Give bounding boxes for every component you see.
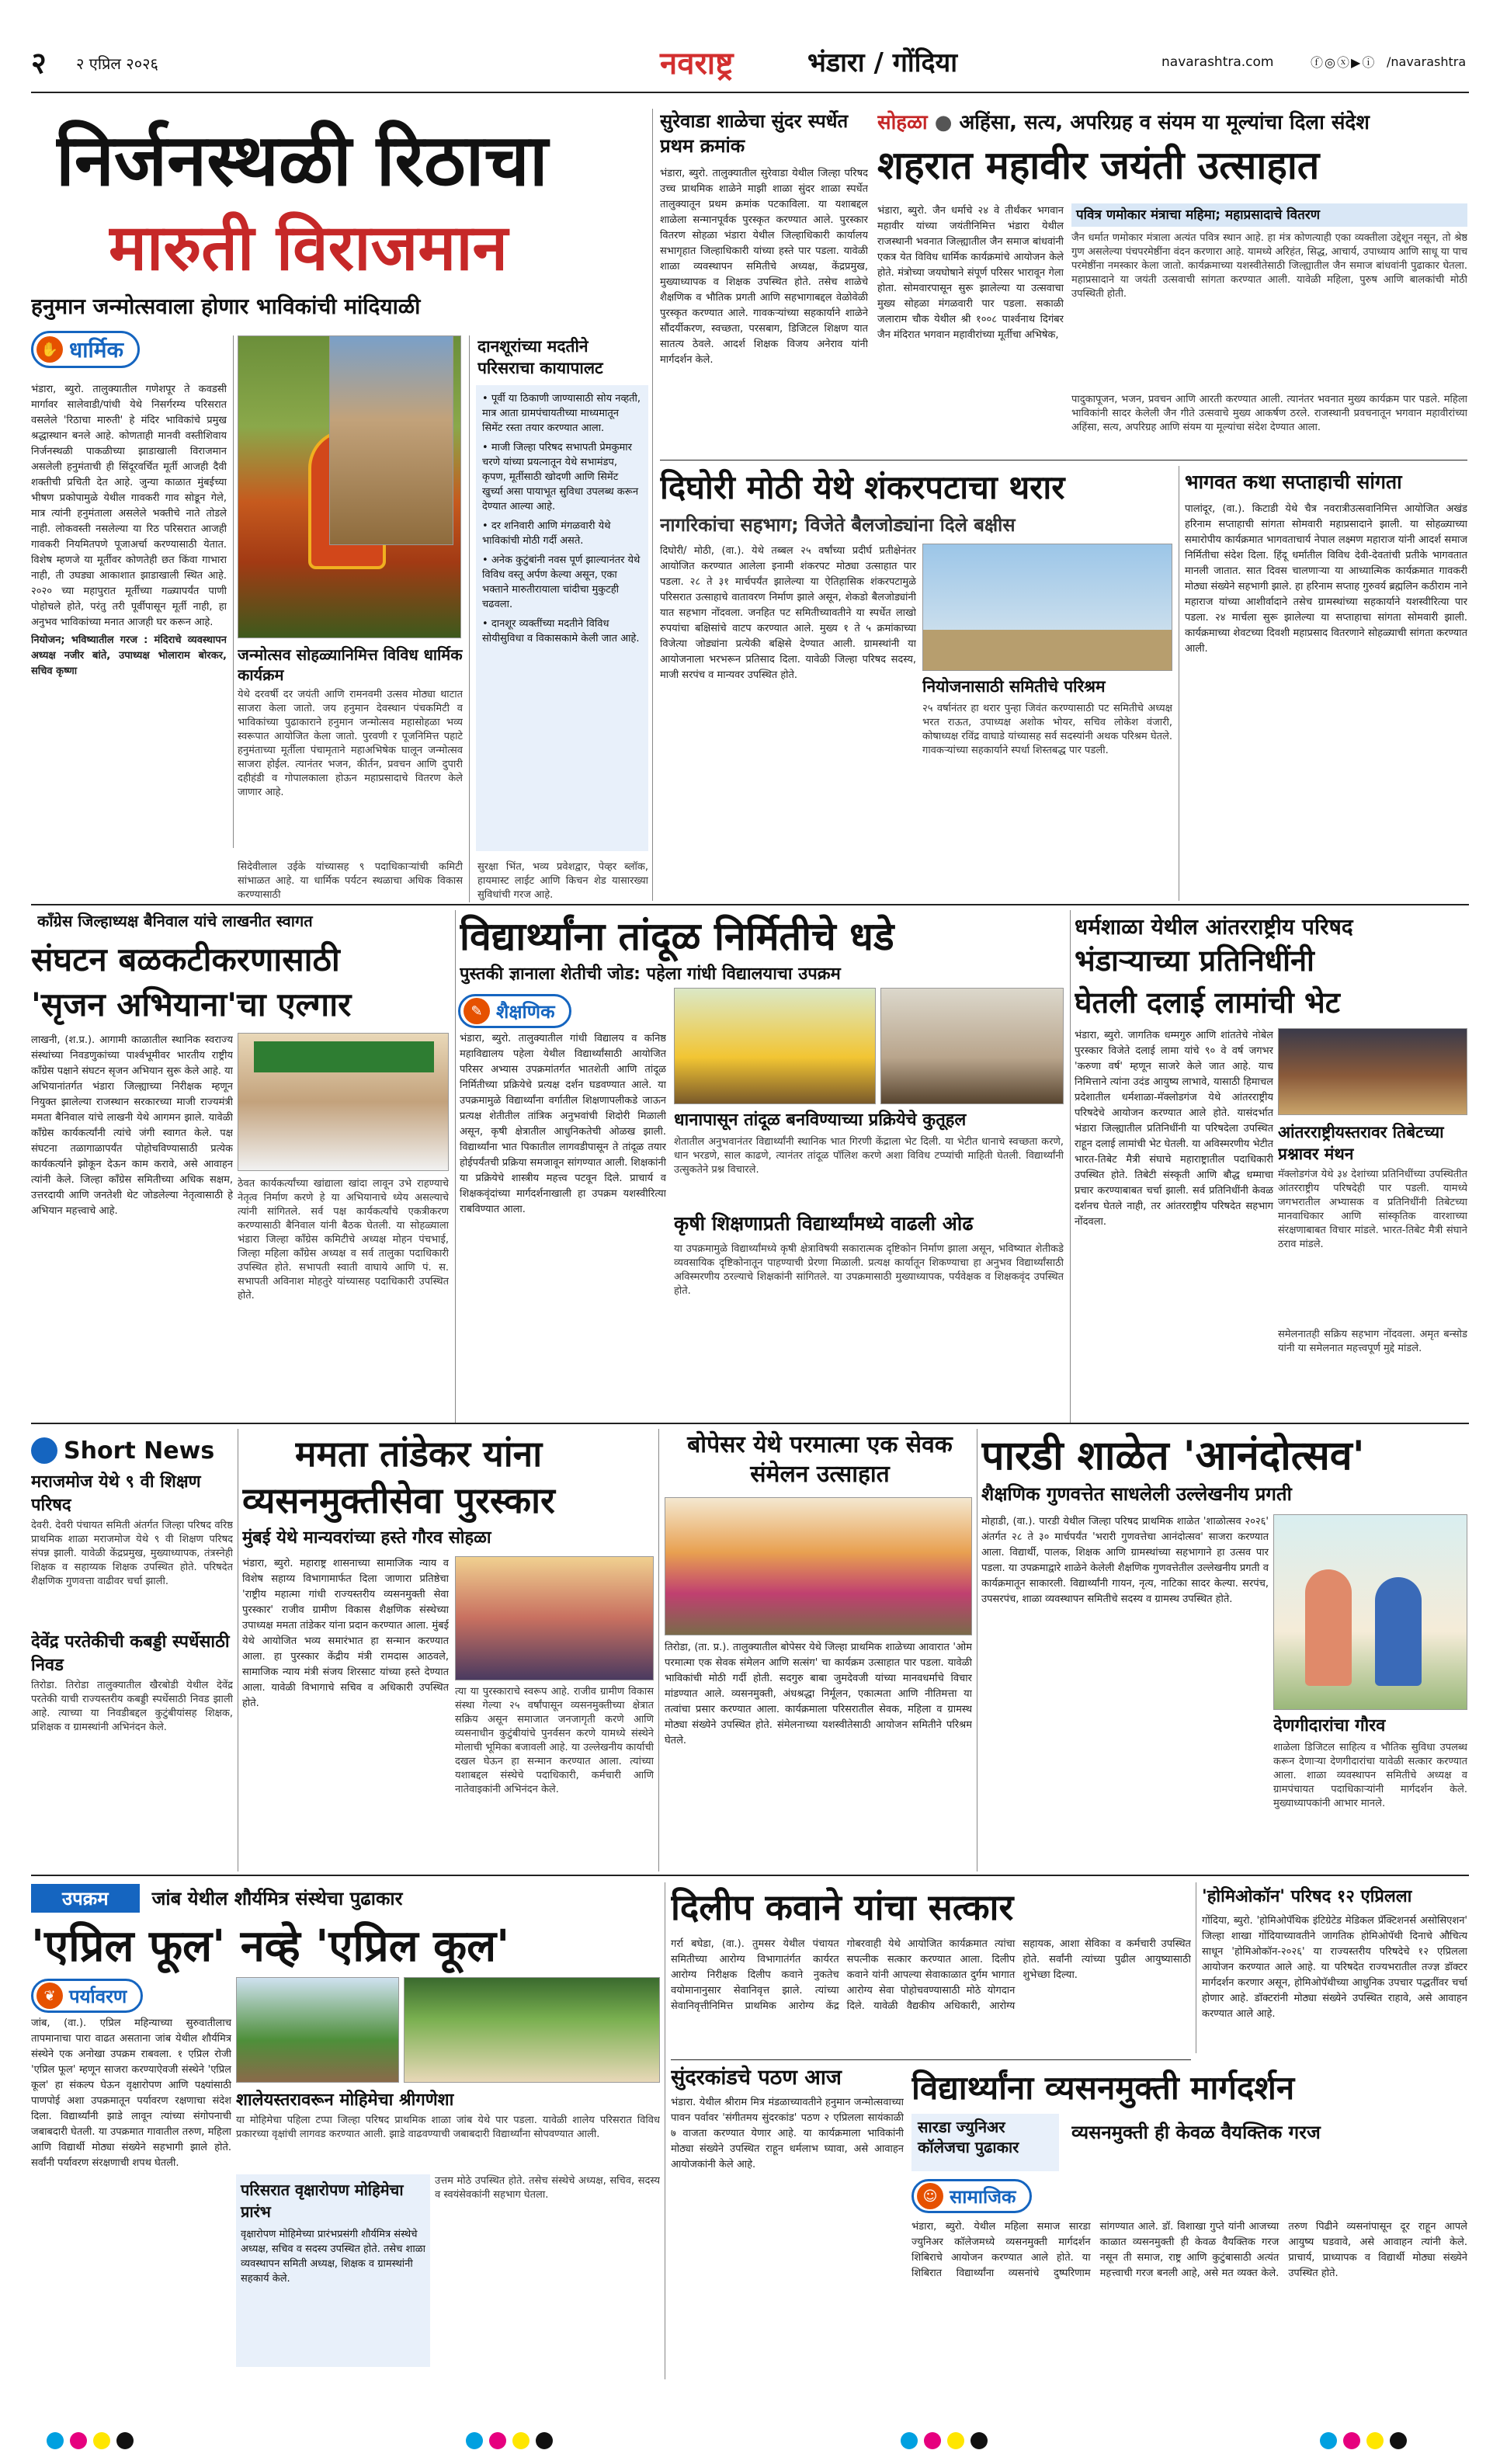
dighori-body: दिघोरी/ मोठी, (वा.). येथे तब्बल २५ वर्षांच्या प्रदीर्घ प्रतीक्षेनंतर आयोजित करण्यात आलेला इनामी शंकरपट मोठ्या उत्साहात पार पडला. २८ ते ३१ मार्चपर्यंत झालेल्या या ऐतिहासिक शंकरपटामुळे परिसरात उत्साहाचे वातावरण निर्माण झाले असून, शेकडो बैलजोड्यांनी यात सहभाग नोंदवला. जनहित पट समितीच्यावतीने या स्पर्धेत लाखो रुपयांचा बक्षिसांचे वाटप करण्यात आले. मुख्य १ ते ५ क्रमांकाच्या विजेत्या जोड्यांना प्रत्येकी बक्षिसे देण्यात आली. ग्रामस्थांनी या आयोजनाला भरभरून प्रतिसाद दिला. यावेळी जिल्हा परिषद सदस्य, माजी सरपंच व मान्यवर उपस्थित होते. [660,545,916,681]
congress-photo-cap: ठेवत कार्यकर्त्यांच्या खांद्याला खांदा लावून उभे राहण्याचे नेतृत्व निर्माण करणे हे या अभियानाचे ध्येय असल्याचे त्यांनी सांगितले. सर्व पक्ष कार्यकर्त्यांचे एकत्रीकरण करण्यासाठी बैनिवाल यांनी बैठक घेतली. या सोहळ्याला भंडारा जिल्हा कॉंग्रेस कमिटीचे अध्यक्ष मोहन पंचभाई, जिल्हा महिला कॉंग्रेस अध्यक्ष व सर्व तालुका पदाधिकारी उपस्थित होते. सभापती स्वाती वाघाये आणि पं. स. सभापती अविनाश मोहतुरे यांच्यासह पदाधिकारी उपस्थित होते. [238,1178,449,1302]
dalai-title-line1: भंडाऱ्याच्या प्रतिनिधींनी [1075,944,1314,978]
daan-list [476,385,648,851]
dighori-title: दिघोरी मोठी येथे शंकरपटाचा थरार [660,468,1065,506]
vyasan-kicker-box: सारडा ज्युनिअर कॉलेजचा पुढाकार [911,2114,1059,2171]
april-kicker: उपक्रम जांब येथील शौर्यमित्र संस्थेचा पुढाकार [31,1882,652,1913]
category-badge-religious: ✋ धार्मिक [31,331,140,368]
mamta-subtitle: मुंबई येथे मान्यवरांच्या हस्ते गौरव सोहळा [242,1528,491,1548]
people-icon: ☺ [917,2183,943,2209]
section-rule [31,904,1469,905]
daan-bullet: • पूर्वी या ठिकाणी जाण्यासाठी सोय नव्हती, मात्र आता ग्रामपंचायतीच्या माध्यमातून सिमेंट रस्ता तयार करण्यात आला. [482,393,641,434]
rice-sub-title: कृषी शिक्षणाप्रती विद्यार्थ्यांमध्ये वाढली ओढ [674,1212,974,1235]
mahavir-kicker: सोहळा ● अहिंसा, सत्य, अपरिग्रह व संयम या मूल्यांचा दिला संदेश [877,111,1370,134]
dighori-photo [922,544,1172,671]
pencil-icon: ✎ [464,998,490,1024]
rice-body: भंडारा, ब्युरो. तालुक्यातील गांधी विद्यालय व कनिष्ठ महाविद्यालय पहेला येथील विद्यार्थ्यांसाठी आयोजित परिसर अभ्यास उपक्रमांतर्गत भातशेती आणि तांदूळ निर्मितीच्या प्रक्रियेचे प्रत्यक्ष दर्शन घडवण्यात आले. या उपक्रमामुळे विद्यार्थ्यांना वर्गातील शिक्षणापलीकडे जाऊन प्रत्यक्ष शेतीतील तांत्रिक अनुभवांची शिदोरी मिळाली असून, कृषी क्षेत्रातील आधुनिकतेची ओळख झाली. विद्यार्थ्यांना भात पिकातील लागवडीपासून ते तांदूळ तयार होईपर्यंतची प्रक्रिया समजावून सांगण्यात आली. शिक्षकांनी या प्रक्रियेचे शास्त्रीय महत्त्व पटवून दिले. प्राचार्य व शिक्षकवृंदांच्या मार्गदर्शनाखाली हा उपक्रम यशस्वीरित्या राबविण्यात आला. [460,1033,666,1215]
instagram-icon[interactable]: ◎ [1325,55,1337,70]
pardi-illustration [1273,1514,1467,1710]
mahavir-box-body: जैन धर्मात णमोकार मंत्राला अत्यंत पवित्र स्थान आहे. हा मंत्र कोणत्याही एका व्यक्तीला उद्देशून नसून, तो श्रेष्ठ गुण असलेल्या पंचपरमेष्ठींना वंदन करणारा आहे. यामध्ये अरिहंत, सिद्ध, आचार्य, उपाध्याय आणि साधू या पाच परमेष्ठींना नमस्कार केला जातो. कार्यक्रमाच्या यशस्वीतेसाठी जिल्ह्यातील जैन समाज बांधवांनी पुढाकार घेतला. महाप्रसादाने या जयंती उत्सवाची सांगता करण्यात आली. यावेळी महिला, पुरुष आणि बालकांची मोठी उपस्थिती होती. [1071,232,1467,300]
student-figure [1375,1577,1422,1686]
lead-body: भंडारा, ब्युरो. तालुक्यातील गणेशपूर ते कवडसी मार्गावर सालेवाडी/पांधी येथे निसर्गरम्य परिसरात वसलेले 'रिठाचा मारुती' हे मंदिर भाविकांचे प्रमुख श्रद्धास्थान बनले आहे. कोणताही मानवी वस्तीशिवाय निर्जनस्थळी पाकळीच्या झाडाखाली विराजमान असलेली हनुमंताची ही सिंदूरवर्चित मूर्ती आजही दैवी शक्तीची प्रचिती देत आहे. जुन्या काळात मुंबईच्या भीषण प्रकोपामुळे येथील गावकरी गाव सोडून गेले, मात्र त्यांनी हनुमंताला असलेले भक्तीचे नाते तोडले नाही. लोकवस्ती नसलेल्या या रिठ परिसरात आजही गावकरी नियमितपणे पूजाअर्चा करण्यासाठी येतात. विशेष म्हणजे या मूर्तीवर कोणतेही छत किंवा गाभारा नाही, ती उघड्या आकाशात झाडाखाली स्थित आहे. २०२० च्या महापुरात मूर्तीच्या गळ्यापर्यंत पाणी पोहोचले होते, परंतु तरी पूर्वीपासून मूर्ती नाही, हा अनुभव भाविकांच्या मनात आजही घर करून आहे. नियोजन; भविष्यातील गरज : मंदिराचे व्यवस्थापन अध्यक्ष नजीर बांते, उपाध्यक्ष भोलाराम बोरकर, सचिव कृष्णा [31,384,227,677]
category-badge-social: ☺ सामाजिक [911,2179,1032,2213]
congress-kicker: काँग्रेस जिल्हाध्यक्ष बैनिवाल यांचे लाखनीत स्वागत [37,912,313,930]
dalai-title-line2: घेतली दलाई लामांची भेट [1075,985,1340,1020]
rice-photo-field [880,988,1064,1104]
lead-subtitle: हनुमान जन्मोत्सवाला होणार भाविकांची मांदियाळी [31,294,421,319]
lead-bottom-text: सिदेवीलाल उईके यांच्यासह ९ पदाधिकाऱ्यांची कमिटी सांभाळत आहे. या धार्मिक पर्यटन स्थळाचा अधिक विकास करण्यासाठी [238,861,463,899]
section-rule [671,2059,1191,2060]
dighori-photo-title: नियोजनासाठी समितीचे परिश्रम [922,677,1106,696]
x-icon[interactable]: ⓧ [1336,55,1351,70]
surewada-body: भंडारा, ब्युरो. तालुक्यातील सुरेवाडा येथील जिल्हा परिषद उच्च प्राथमिक शाळेने माझी शाळा सुंदर शाळा स्पर्धेत तालुक्यातून प्रथम क्रमांक पटकाविला. या यशाबद्दल शाळेला सन्मानपूर्वक पुरस्कृत करण्यात आले. पुरस्कार वितरण सोहळा भंडारा येथील जिल्हाधिकारी कार्यालय सभागृहात जिल्हाधिकारी यांच्या हस्ते पार पडला. यावेळी शाळा व्यवस्थापन समितीचे अध्यक्ष, केंद्रप्रमुख, मुख्याध्यापक व शिक्षक उपस्थित होते. तसेच शाळेचे शैक्षणिक व भौतिक प्रगती आणि सहभागाबद्दल वेळोवेळी पुरस्कृत करण्यात आले. गावकऱ्यांच्या सहकार्याने शाळेने सौंदर्यीकरण, स्वच्छता, परसबाग, डिजिटल शिक्षण यात सातत्य ठेवले. आदर्श शिक्षक विजय अनेराव यांनी मार्गदर्शन केले. [660,168,868,366]
mahavir-title: शहरात महावीर जयंती उत्साहात [877,143,1320,188]
congress-photo [238,1033,449,1171]
vyasan-subtitle: व्यसनमुक्ती ही केवळ वैयक्तिक गरज [1071,2122,1321,2143]
mamta-body: भंडारा, ब्युरो. महाराष्ट्र शासनाच्या सामाजिक न्याय व विशेष सहाय्य विभागामार्फत दिला जाणारा प्रतिष्ठेचा 'राष्ट्रीय महात्मा गांधी राज्यस्तरीय व्यसनमुक्ती सेवा पुरस्कार' राजीव ग्रामीण विकास शैक्षणिक संस्थेच्या उपाध्यक्ष ममता तांडेकर यांना प्रदान करण्यात आला. मुंबई येथे आयोजित भव्य समारंभात हा सन्मान करण्यात आला. हा पुरस्कार केंद्रीय मंत्री रामदास आठवले, सामाजिक न्याय मंत्री संजय शिरसाट यांच्या हस्ते देण्यात आला. यावेळी विभागाचे सचिव व अधिकारी उपस्थित होते. [242,1558,449,1709]
student-figure [1305,1569,1352,1686]
short-news-item-body: तिरोडा. तिरोडा तालुक्यातील खैरबोडी येथील देवेंद्र परतेकी याची राज्यस्तरीय कबड्डी स्पर्धेसाठी निवड झाली आहे. त्याच्या या निवडीबद्दल कुटुंबीयांसह शिक्षक, प्रशिक्षक व ग्रामस्थांनी अभिनंदन केले. [31,1680,233,1733]
dighori-subtitle: नागरिकांचा सहभाग; विजेते बैलजोड्यांना दिले बक्षीस [660,514,1016,536]
page-number: २ [31,46,47,80]
section-rule [31,1875,1469,1876]
short-news-icon [31,1437,57,1464]
short-news-label: Short News [31,1435,233,1466]
registration-dots [47,2432,140,2452]
col-divider [455,910,456,1423]
dalai-side-body2: समेलनातही सक्रिय सहभाग नोंदवला. अमृत बन्सोड यांनी या समेलनात महत्त्वपूर्ण मुद्दे मांडले. [1278,1329,1467,1354]
page-header [31,37,1469,92]
ground-shape [923,630,1172,671]
registration-dots [901,2432,994,2452]
registration-dots [1320,2432,1413,2452]
homoeo-title: 'होमिओकॉन' परिषद १२ एप्रिलला [1202,1887,1412,1906]
bullet-dot-icon: ● [934,111,953,134]
lead-photo-shrine [329,335,453,545]
lead-title-line2: मारुती विराजमान [109,211,509,285]
mamta-body2: त्या या पुरस्काराचे स्वरूप आहे. राजीव ग्रामीण विकास संस्था गेल्या २५ वर्षांपासून व्यसनमुक्तीच्या क्षेत्रात सक्रिय असून समाजात जनजागृती करणे आणि व्यसनाधीन कुटुंबीयांचे पुनर्वसन करणे यामध्ये संस्थेने मोलाची भूमिका बजावली आहे. या उल्लेखनीय कार्याची दखल घेऊन हा सन्मान करण्यात आला. त्यांच्या यशाबद्दल संस्थेचे पदाधिकारी, कर्मचारी आणि नातेवाइकांनी अभिनंदन केले. [455,1686,654,1795]
bhagwat-body: पालांदूर, (वा.). किटाडी येथे चैत्र नवरात्रीउत्सवानिमित्त आयोजित अखंड हरिनाम सप्ताहाची सांगता सोमवारी महाप्रसादाने झाली. या सोहळ्याच्या समारोपीय कार्यक्रमात भागवताचार्य नेपाल लक्ष्मण महाराज यांनी आदर्श समाज निर्मितीचा संदेश दिला. हिंदू धर्मातील विविध देवी-देवतांची प्रतीके भागवतात मानली जातात. सात दिवस चालणाऱ्या या आध्यात्मिक कार्यक्रमात गावकरी मोठ्या संख्येने सहभागी झाले. हा हरिनाम सप्ताह गुरुवर्य ब्रह्मलिन कठीराम नाने महाराज यांच्या आशीर्वादाने तसेच ग्रामस्थांच्या सहकार्याने यशस्वीरित्या पार पडला. २४ मार्चला सुरू झालेल्या या सप्ताहाचा सांगता सोमवारी झाली. कार्यक्रमाच्या शेवटच्या दिवशी महाप्रसाद वितरणाने सोहळ्याची सांगता करण्यात आली. [1185,503,1467,655]
bopesar-title: बोपेसर येथे परमात्मा एक सेवक संमेलन उत्साहात [687,1431,953,1488]
category-badge-environment: ❦ पर्यावरण [31,1979,143,2013]
col-divider [1070,910,1071,1423]
rice-sub-body: या उपक्रमामुळे विद्यार्थ्यांमध्ये कृषी क्षेत्राविषयी सकारात्मक दृष्टिकोन निर्माण झाला असून, भविष्यात शेतीकडे व्यवसायिक दृष्टिकोनातून पाहण्याची प्रेरणा मिळाली. प्रत्यक्ष कार्यातून शिकण्याचा हा अनुभव विद्यार्थ्यांसाठी अविस्मरणीय ठरल्याचे शिक्षकांनी सांगितले. या उपक्रमासाठी मुख्याध्यापक, पर्यवेक्षक व शिक्षकवृंद उपस्थित होते. [674,1243,1064,1297]
lead-title-line1: निर्जनस्थळी रिठाचा [56,119,548,202]
april-box [236,2174,430,2367]
pardi-body: मोहाडी, (वा.). पारडी येथील जिल्हा परिषद प्राथमिक शाळेत 'शाळोत्सव २०२६' अंतर्गत २८ ते ३० मार्चपर्यंत 'भरारी गुणवत्तेचा आनंदोत्सव' साजरा करण्यात आला. विद्यार्थी, पालक, शिक्षक आणि ग्रामस्थांच्या सहभागाने हा उत्सव पार पडला. या उपक्रमाद्वारे शाळेने केलेली शैक्षणिक गुणवत्तेतील उल्लेखनीय प्रगती व कार्यक्रमातून साकारली. विद्यार्थ्यांनी गायन, नृत्य, नाटिका सादर केल्या. सरपंच, उपसरपंच, शाळा व्यवस्थापन समितीचे सदस्य व ग्रामस्थ उपस्थित होते. [981,1516,1269,1605]
rice-subtitle: पुस्तकी ज्ञानाला शेतीची जोड: पहेला गांधी विद्यालयाचा उपक्रम [460,964,841,984]
site-url[interactable]: navarashtra.com [1161,54,1274,70]
facebook-icon[interactable]: ⓕ [1311,55,1325,70]
rice-title: विद्यार्थ्यांना तांदूळ निर्मितीचे धडे [460,914,894,959]
rice-photo-cap: शेतातील अनुभवानंतर विद्यार्थ्यांनी स्थानिक भात गिरणी केंद्राला भेट दिली. या भेटीत धानाचे स्वच्छता करणे, धान भरडणे, साल काढणे, त्यानंतर तांदूळ पॉलिश करणे अशा विविध टप्प्यांची माहिती घेतली. विद्यार्थ्यांनी उत्सुकतेने प्रश्न विचारले. [674,1136,1064,1176]
vyasan-title: विद्यार्थ्यांना व्यसनमुक्ती मार्गदर्शन [911,2069,1295,2107]
sunderkand-body: भंडारा. येथील श्रीराम मित्र मंडळाच्यावतीने हनुमान जन्मोत्सवाच्या पावन पर्वावर 'संगीतमय सुंदरकांड' पठण २ एप्रिलला सायंकाळी ७ वाजता करण्यात येणार आहे. या कार्यक्रमाला भाविकांनी मोठ्या संख्येने उपस्थित राहून धर्मलाभ घ्यावा, असे आवाहन आयोजकांनी केले आहे. [671,2097,904,2170]
mamta-title-line2: व्यसनमुक्तीसेवा पुरस्कार [242,1479,555,1521]
banner-shape [254,1041,434,1072]
pardi-side-body: शाळेला डिजिटल साहित्य व भौतिक सुविधा उपलब्ध करून देणाऱ्या देणगीदारांचा यावेळी सत्कार करण्यात आला. शाळा व्यवस्थापन समितीचे अध्यक्ष व ग्रामपंचायत पदाधिकाऱ्यांनी मार्गदर्शन केले. मुख्याध्यापकांनी आभार मानले. [1273,1742,1467,1809]
daan-bullet: • माजी जिल्हा परिषद सभापती प्रेमकुमार चरणे यांच्या प्रयत्नातून येथे सभामंडप, कृपण, मूर्तीसाठी खोदणी आणि सिमेंट खुर्च्या असा पायाभूत सुविधा उपलब्ध करून देण्यात आल्या आहे. [482,442,639,513]
page-date: २ एप्रिल २०२६ [76,54,158,73]
dighori-photo-cap: २५ वर्षानंतर हा थरार पुन्हा जिवंत करण्यासाठी पट समितीचे अध्यक्ष भरत राऊत, उपाध्यक्ष अशोक भोयर, सचिव लोकेश वंजारी, कोषाध्यक्ष रविंद्र वाघाडे यांच्यासह सर्व सदस्यांनी अथक परिश्रम घेतले. गावकऱ्यांच्या सहकार्याने स्पर्धा शिस्तबद्ध पार पडली. [922,703,1172,756]
mahavir-box-title: पवित्र णमोकार मंत्राचा महिमा; महाप्रसादाचे वितरण [1071,203,1467,227]
section-rule [31,1423,1469,1424]
rice-photo-title: धानापासून तांदूळ बनविण्याच्या प्रक्रियेचे कुतूहल [674,1110,967,1130]
daan-bullet: • अनेक कुटुंबांनी नवस पूर्ण झाल्यानंतर येथे विविध वस्तू अर्पण केल्या असून, एका भक्ताने मारुतीरायाला चांदीचा मुकुटही चढवला. [482,554,641,610]
lead-photo-caption-title: जन्मोत्सव सोहळ्यानिमित्त विविध धार्मिक कार्यक्रम [238,645,463,684]
dilip-title: दिलीप कवाने यांचा सत्कार [671,1886,1014,1928]
mamta-title-line1: ममता तांडेकर यांना [295,1433,543,1475]
mamta-photo [455,1556,654,1680]
social-icons[interactable] [1311,53,1376,71]
congress-title-line2: 'सृजन अभियाना'चा एल्गार [31,985,352,1023]
lead-photo-caption-body: येथे दरवर्षी दर जयंती आणि रामनवमी उत्सव मोठ्या थाटात साजरा केला जातो. जय हनुमान देवस्थान पंचकमिटी व भाविकांच्या पुढाकाराने हनुमान जन्मोत्सव महासोहळा भव्य स्वरूपात आयोजित केला जातो. पुरवणी र पूजनिमित्त पहाटे हनुमंताच्या मूर्तीला पंचामृताने महाअभिषेक घालून जन्मोत्सव साजरा होईल. त्यानंतर भजन, कीर्तन, प्रवचन आणि दुपारी दहीहंडी व गोपालकाला होऊन महाप्रसादाचे वितरण केले जाणार आहे. [238,689,463,798]
daan-title: दानशूरांच्या मदतीने परिसराचा कायापालट [477,337,603,377]
pardi-title: पारडी शाळेत 'आनंदोत्सव' [981,1433,1365,1479]
congress-body: लाखनी, (श.प्र.). आगामी काळातील स्थानिक स्वराज्य संस्थांच्या निवडणुकांच्या पार्श्वभूमीवर भारतीय राष्ट्रीय काँग्रेस पक्षाने संघटन सृजन अभियान सुरू केले आहे. या अभियानांतर्गत भंडारा जिल्ह्याच्या निरीक्षक म्हणून नियुक्त झालेल्या राजस्थान सरकारच्या माजी राज्यमंत्री ममता बैनिवाल यांचे लाखनी येथे आगमन झाले. यावेळी काँग्रेस कार्यकर्त्यांनी त्यांचे जंगी स्वागत केले. पक्ष संघटना तळागाळापर्यंत पोहोचविण्यासाठी प्रत्येक कार्यकर्त्याने झोकून देऊन काम करावे, असे आवाहन त्यांनी केले. जिल्हा काँग्रेस समितीच्या अधिक सक्षम, उत्तरदायी आणि जनतेशी थेट जोडलेल्या नेतृत्वासाठी हे अभियान महत्त्वाचे आहे. [31,1034,233,1217]
april-title: 'एप्रिल फूल' नव्हे 'एप्रिल कूल' [31,1921,510,1972]
daan-bullet: • दर शनिवारी आणि मंगळवारी येथे भाविकांची मोठी गर्दी असते. [482,520,611,547]
rice-photo-students [674,988,876,1104]
april-photo-cap: या मोहिमेचा पहिला टप्पा जिल्हा परिषद प्राथमिक शाळा जांब येथे पार पडला. यावेळी शालेय परिसरात विविध प्रकारच्या वृक्षांची लागवड करण्यात आली. झाडे वाढवण्याची जबाबदारी विद्यार्थ्यांना सोपवण्यात आली. [236,2115,660,2140]
dalai-kicker: धर्मशाळा येथील आंतरराष्ट्रीय परिषद [1075,914,1353,940]
youtube-icon[interactable]: ▶ [1351,55,1363,70]
april-box-body2: उत्तम मोठे उपस्थित होते. तसेच संस्थेचे अध्यक्ष, सचिव, सदस्य व स्वयंसेवकांनी सहभाग घेतला. [435,2175,660,2201]
section-title: भंडारा / गोंदिया [807,47,958,78]
bhagwat-title: भागवत कथा सप्ताहाची सांगता [1185,471,1402,493]
category-badge-education: ✎ शैक्षणिक [458,994,571,1028]
registration-dots [466,2432,559,2452]
april-photo-group [404,1977,660,2083]
sunderkand-title: सुंदरकांडचे पठण आज [671,2066,842,2090]
social-handle[interactable]: /navarashtra [1387,54,1467,69]
lead-col-divider [233,335,234,848]
daan-box [469,335,648,902]
col-divider [658,1429,659,1871]
leaf-icon: ❦ [36,1983,63,2009]
header-rule [31,92,1469,93]
pray-icon: ✋ [36,336,63,363]
linkedin-icon[interactable]: ⓘ [1362,55,1377,70]
col-divider [652,109,653,901]
mahavir-body1: भंडारा, ब्युरो. जैन धर्माचे २४ वे तीर्थंकर भगवान महावीर यांच्या जयंतीनिमित्त भंडारा येथील राजस्थानी भवनात जिल्ह्यातील जैन समाज बांधवांनी एकत्र येत विविध धार्मिक कार्यक्रमांचे आयोजन केले होते. मंत्रोच्या जयघोषाने संपूर्ण परिसर भारावून गेला होता. सोमवारपासून सुरू झालेल्या या उत्सवाचा मुख्य सोहळा मंगळवारी पार पडला. सकाळी जलाराम चौक येथील श्री १००८ पार्श्वनाथ दिगंबर जैन मंदिरात भगवान महावीरांच्या मूर्तीचा अभिषेक, [877,205,1064,341]
vyasan-body-right [1071,2149,1467,2215]
bopesar-photo [665,1497,972,1635]
mahavir-box [1071,203,1467,387]
vyasan-body: भंडारा, ब्युरो. येथील महिला समाज सारडा ज्युनिअर कॉलेजमध्ये व्यसनमुक्ती मार्गदर्शन शिबिराचे आयोजन करण्यात आले होते. या शिबिरात विद्यार्थ्यांना व्यसनांचे दुष्परिणाम सांगण्यात आले. डॉ. विशाखा गुप्ते यांनी आजच्या काळात व्यसनमुक्ती ही केवळ वैयक्तिक गरज नसून ती समाज, राष्ट्र आणि कुटुंबासाठी अत्यंत महत्त्वाची गरज बनली आहे, असे मत व्यक्त केले. तरुण पिढीने व्यसनांपासून दूर राहून आपले आयुष्य घडवावे, असे आवाहन त्यांनी केले. प्राचार्य, प्राध्यापक व विद्यार्थी मोठ्या संख्येने उपस्थित होते. [911,2221,1467,2279]
bopesar-body: तिरोडा, (ता. प्र.). तालुक्यातील बोपेसर येथे जिल्हा प्राथमिक शाळेच्या आवारात 'ओम परमात्मा एक सेवक संमेलन आणि सत्संग' चा कार्यक्रम उत्साहात पार पडला. यावेळी भाविकांची मोठी गर्दी होती. सदगुरु बाबा जुमदेवजी यांच्या मानवधर्माचे विचार मांडण्यात आले. व्यसनमुक्ती, अंधश्रद्धा निर्मूलन, एकात्मता आणि नीतिमत्ता या तत्वांचा प्रसार करण्यात आला. कार्यक्रमाला परिसरातील सेवक, महिला व ग्रामस्थ मोठ्या संख्येने उपस्थित होते. संमेलनाच्या यशस्वीतेसाठी आयोजन समितीने परिश्रम घेतले. [665,1642,972,1746]
dilip-body: गर्रा बघेडा, (वा.). तुमसर येथील पंचायत समितीच्या आरोग्य विभागातंर्गत कार्यरत आरोग्य निरीक्षक दिलीप कवाने नुकतेच वयोमानानुसार सेवानिवृत्त झाले. त्यांच्या सेवानिवृत्तीनिमित्त प्राथमिक आरोग्य केंद्र गोबरवाही येथे आयोजित कार्यक्रमात त्यांचा सपत्नीक सत्कार करण्यात आला. दिलीप कवाने यांनी आपल्या सेवाकाळात दुर्गम भागात आरोग्य सेवा पोहोचवण्यासाठी मोठे योगदान दिले. यावेळी वैद्यकीय अधिकारी, आरोग्य सहायक, आशा सेविका व कर्मचारी उपस्थित होते. सर्वांनी त्यांच्या पुढील आयुष्यासाठी शुभेच्छा दिल्या. [671,1938,1191,2012]
dalai-photo [1278,1028,1467,1115]
april-box-title: परिसरात वृक्षारोपण मोहिमेचा प्रारंभ [241,2181,404,2221]
april-box-body: वृक्षारोपण मोहिमेच्या प्रारंभप्रसंगी शौर्यमित्र संस्थेचे अध्यक्ष, सचिव व सदस्य उपस्थित होते. तसेच शाळा व्यवस्थापन समिती अध्यक्ष, शिक्षक व ग्रामस्थांनी सहकार्य केले. [241,2229,425,2285]
daan-bottom: सुरक्षा भिंत, भव्य प्रवेशद्वार, पेव्हर ब्लॉक, हायमास्ट लाईट आणि किचन शेड यासारख्या सुविधांची गरज आहे. [477,861,648,901]
short-news-item-title: देवेंद्र परतेकीची कबड्डी स्पर्धेसाठी निवड [31,1632,230,1675]
april-photo-top [236,1977,399,2083]
brand-logo[interactable]: नवराष्ट्र [660,46,734,82]
april-body: जांब, (वा.). एप्रिल महिन्याच्या सुरुवातीलाच तापमानाचा पारा वाढत असताना जांब येथील शौर्यमित्र संस्थेने एक अनोखा उपक्रम राबवला. १ एप्रिल रोजी 'एप्रिल फूल' म्हणून साजरा करण्याऐवजी संस्थेने 'एप्रिल कूल' हा संकल्प घेऊन वृक्षारोपण आणि पक्ष्यांसाठी पाणपोई अशा उपक्रमातून पर्यावरण रक्षणाचा संदेश दिला. विद्यार्थ्यांनी झाडे लावून त्यांच्या संगोपनाची जबाबदारी घेतली. या उपक्रमात गावातील तरुण, महिला आणि विद्यार्थी मोठ्या संख्येने सहभागी झाले होते. सर्वांनी पर्यावरण संरक्षणाची शपथ घेतली. [31,2017,231,2169]
short-news-item-title: मराजमोज येथे ९ वी शिक्षण परिषद [31,1472,201,1515]
pardi-side-title: देणगीदारांचा गौरव [1273,1716,1386,1736]
dalai-side-title: आंतरराष्ट्रीयस्तरावर तिबेटच्या प्रश्नावर मंथन [1278,1123,1444,1163]
dalai-side-body: मॅक्लोडगंज येथे ३४ देशांच्या प्रतिनिधींच्या उपस्थितीत आंतरराष्ट्रीय परिषदेही पार पडली. यामध्ये जगभरातील अभ्यासक व प्रतिनिधींनी तिबेटच्या मानवाधिकार आणि सांस्कृतिक वारशाच्या संरक्षणाबाबत विचार मांडले. भारत-तिबेट मैत्री संघाने ठराव मांडले. [1278,1169,1467,1250]
homoeo-body: गोंदिया, ब्युरो. 'होमिओपॅथिक इंटिग्रेटेड मेडिकल प्रॅक्टिशनर्स असोसिएशन' जिल्हा शाखा गोंदियाच्यावतीने जागतिक होमिओपॅथी दिनाचे औचित्य साधून 'होमिओकॉन-२०२६' या राज्यस्तरीय परिषदेचे १२ एप्रिलला आयोजन करण्यात आले आहे. या परिषदेत राज्यभरातील तज्ज्ञ डॉक्टर मार्गदर्शन करणार असून, होमिओपॅथीच्या आधुनिक उपचार पद्धतींवर चर्चा होणार आहे. डॉक्टरांनी मोठ्या संख्येने उपस्थित राहावे, असे आवाहन करण्यात आले आहे. [1202,1915,1467,2020]
mahavir-body2: पादुकापूजन, भजन, प्रवचन आणि आरती करण्यात आली. त्यानंतर भवनात मुख्य कार्यक्रम पार पडले. महिला भाविकांनी सादर केलेली जैन गीते उत्सवाचे मुख्य आकर्षण ठरले. राजस्थानी प्रवचनातून भगवान महावीरांच्या अहिंसा, सत्य, अपरिग्रह आणि संयम या मूल्यांचा संदेश देण्यात आला. [1071,394,1467,433]
congress-title-line1: संघटन बळकटीकरणासाठी [31,940,340,978]
surewada-title: सुरेवाडा शाळेचा सुंदर स्पर्धेत प्रथम क्रमांक [660,110,849,157]
short-news-item-body: देवरी. देवरी पंचायत समिती अंतर्गत जिल्हा परिषद वरिष्ठ प्राथमिक शाळा मराजमोज येथे ९ वी शिक्षण परिषद संपन्न झाली. यावेळी केंद्रप्रमुख, मुख्याध्यापक, तंत्रस्नेही शिक्षक व सहाय्यक शिक्षक उपस्थित होते. परिषदेत शैक्षणिक गुणवत्ता वाढीवर चर्चा झाली. [31,1520,233,1587]
april-photo-title: शालेयस्तरावरून मोहिमेचा श्रीगणेशा [236,2090,454,2110]
daan-bullet: • दानशूर व्यक्तींच्या मदतीने विविध सोयीसुविधा व विकासकामे केली जात आहे. [482,618,640,645]
pardi-subtitle: शैक्षणिक गुणवत्तेत साधलेली उल्लेखनीय प्रगती [981,1483,1292,1505]
dalai-body: भंडारा, ब्युरो. जागतिक धम्मगुरु आणि शांततेचे नोबेल पुरस्कार विजेते दलाई लामा यांचे ९० वे वर्ष जगभर 'करुणा वर्ष' म्हणून साजरे केले जात आहे. याच निमित्ताने त्यांना उदंड आयुष्य लाभावे, यासाठी हिमाचल प्रदेशातील धर्मशाळा-मॅक्लोडगंज येथे आंतरराष्ट्रीय परिषदेचे आयोजन करण्यात आले होते. यासंदर्भात भंडारा जिल्ह्यातील प्रतिनिधींनी या परिषदेला उपस्थित राहून दलाई लामांची भेट घेतली. या अविस्मरणीय भेटीत भारत-तिबेट मैत्री संघाचे महाराष्ट्रातील पदाधिकारी उपस्थित होते. तिबेटी संस्कृती आणि बौद्ध धम्माचा प्रचार करण्याबाबत चर्चा झाली. सर्व प्रतिनिधींनी केवळ दर्शनच घेतले नाही, तर आंतरराष्ट्रीय परिषदेत सहभाग नोंदवला. [1075,1030,1273,1228]
